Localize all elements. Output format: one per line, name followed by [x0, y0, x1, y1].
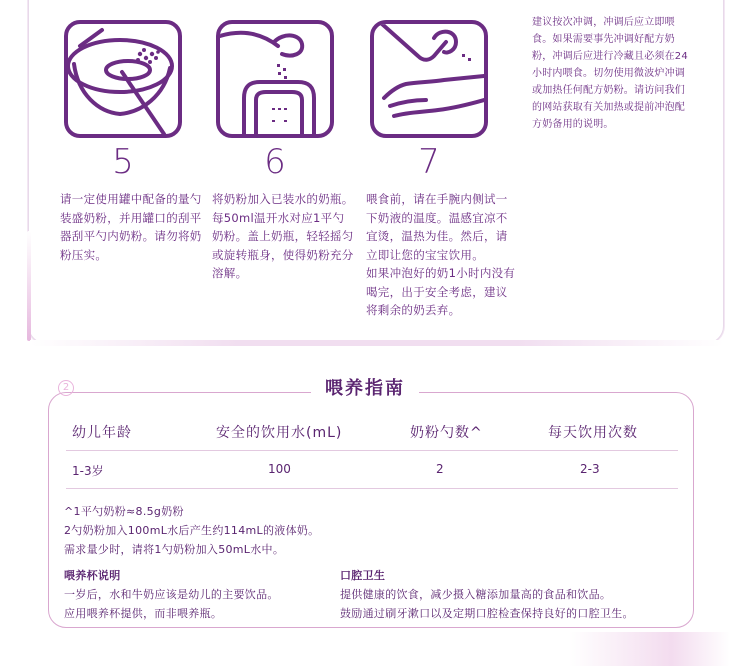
feeding-guide-title-wrap	[0, 376, 730, 402]
oral-hygiene-line: 鼓励通过刷牙漱口以及定期口腔检查保持良好的口腔卫生。	[340, 607, 634, 620]
cell-scoops: 2	[436, 462, 444, 476]
scoop-leveling-icon	[64, 20, 182, 138]
test-temperature-wrist-icon	[370, 20, 488, 138]
cell-age: 1-3岁	[72, 464, 104, 478]
feeding-guide-title: 喂养指南	[311, 376, 419, 402]
step-instructions-main: 喂食前，请在手腕内侧试一下奶液的温度。温感宜凉不宜烫，温热为佳。然后，请立即让您的宝宝饮用。	[366, 192, 508, 262]
add-powder-to-bottle-icon	[216, 20, 334, 138]
oral-hygiene-line: 提供健康的饮食，减少摄入糖添加量高的食品和饮品。	[340, 588, 612, 601]
cell-water: 100	[268, 462, 291, 476]
step-instructions-discard: 如果冲泡好的奶1小时内没有喝完，出于安全考虑，建议将剩余的奶丢弃。	[366, 266, 516, 317]
step-number: 7	[418, 142, 440, 182]
step-number: 5	[112, 142, 134, 182]
header-scoops: 奶粉勺数^	[410, 425, 483, 441]
feeding-notes	[64, 502, 319, 559]
oral-hygiene-note	[340, 566, 634, 623]
feeding-cup-line: 应用喂养杯提供，而非喂养瓶。	[64, 607, 223, 620]
feeding-cup-note	[64, 566, 279, 623]
oral-hygiene-title: 口腔卫生	[340, 569, 386, 582]
feeding-cup-title: 喂养杯说明	[64, 569, 121, 582]
table-divider	[66, 450, 678, 451]
step-instructions	[366, 190, 516, 320]
step-instructions: 将奶粉加入已装水的奶瓶。每50ml温开水对应1平勺奶粉。盖上奶瓶，轻轻摇匀或旋转瓶身，使得奶粉充分溶解。	[212, 192, 354, 280]
step-number: 6	[264, 142, 286, 182]
step-6	[212, 20, 382, 283]
note-line: ^1平勺奶粉≈8.5g奶粉	[64, 505, 184, 518]
table-divider	[66, 488, 678, 489]
step-5	[60, 20, 230, 264]
header-age: 幼儿年龄	[72, 425, 132, 441]
bottom-accent-band	[0, 632, 730, 666]
feeding-cup-line: 一岁后，水和牛奶应该是幼儿的主要饮品。	[64, 588, 279, 601]
cell-frequency: 2-3	[580, 462, 600, 476]
note-line: 2勺奶粉加入100mL水后产生约114mL的液体奶。	[64, 524, 320, 537]
step-instructions: 请一定使用罐中配备的量勺装盛奶粉，并用罐口的刮平器刮平勺内奶粉。请勿将奶粉压实。	[60, 192, 202, 262]
side-note: 建议按次冲调，冲调后应立即喂食。如果需要事先冲调好配方奶粉，冲调后应进行冷藏且必须在24小时内喂食。切勿使用微波炉冲调或加热任何配方奶粉。请访问我们的网站获取有关加热或提前冲泡配方奶备用的说明。	[532, 17, 688, 130]
step-7	[366, 20, 536, 320]
header-water: 安全的饮用水(mL)	[216, 425, 343, 441]
note-line: 需求量少时，请将1勺奶粉加入50mL水中。	[64, 543, 285, 556]
panel-shadow	[30, 340, 724, 346]
section-number-badge: 2	[58, 380, 74, 396]
header-frequency: 每天饮用次数	[548, 425, 638, 441]
